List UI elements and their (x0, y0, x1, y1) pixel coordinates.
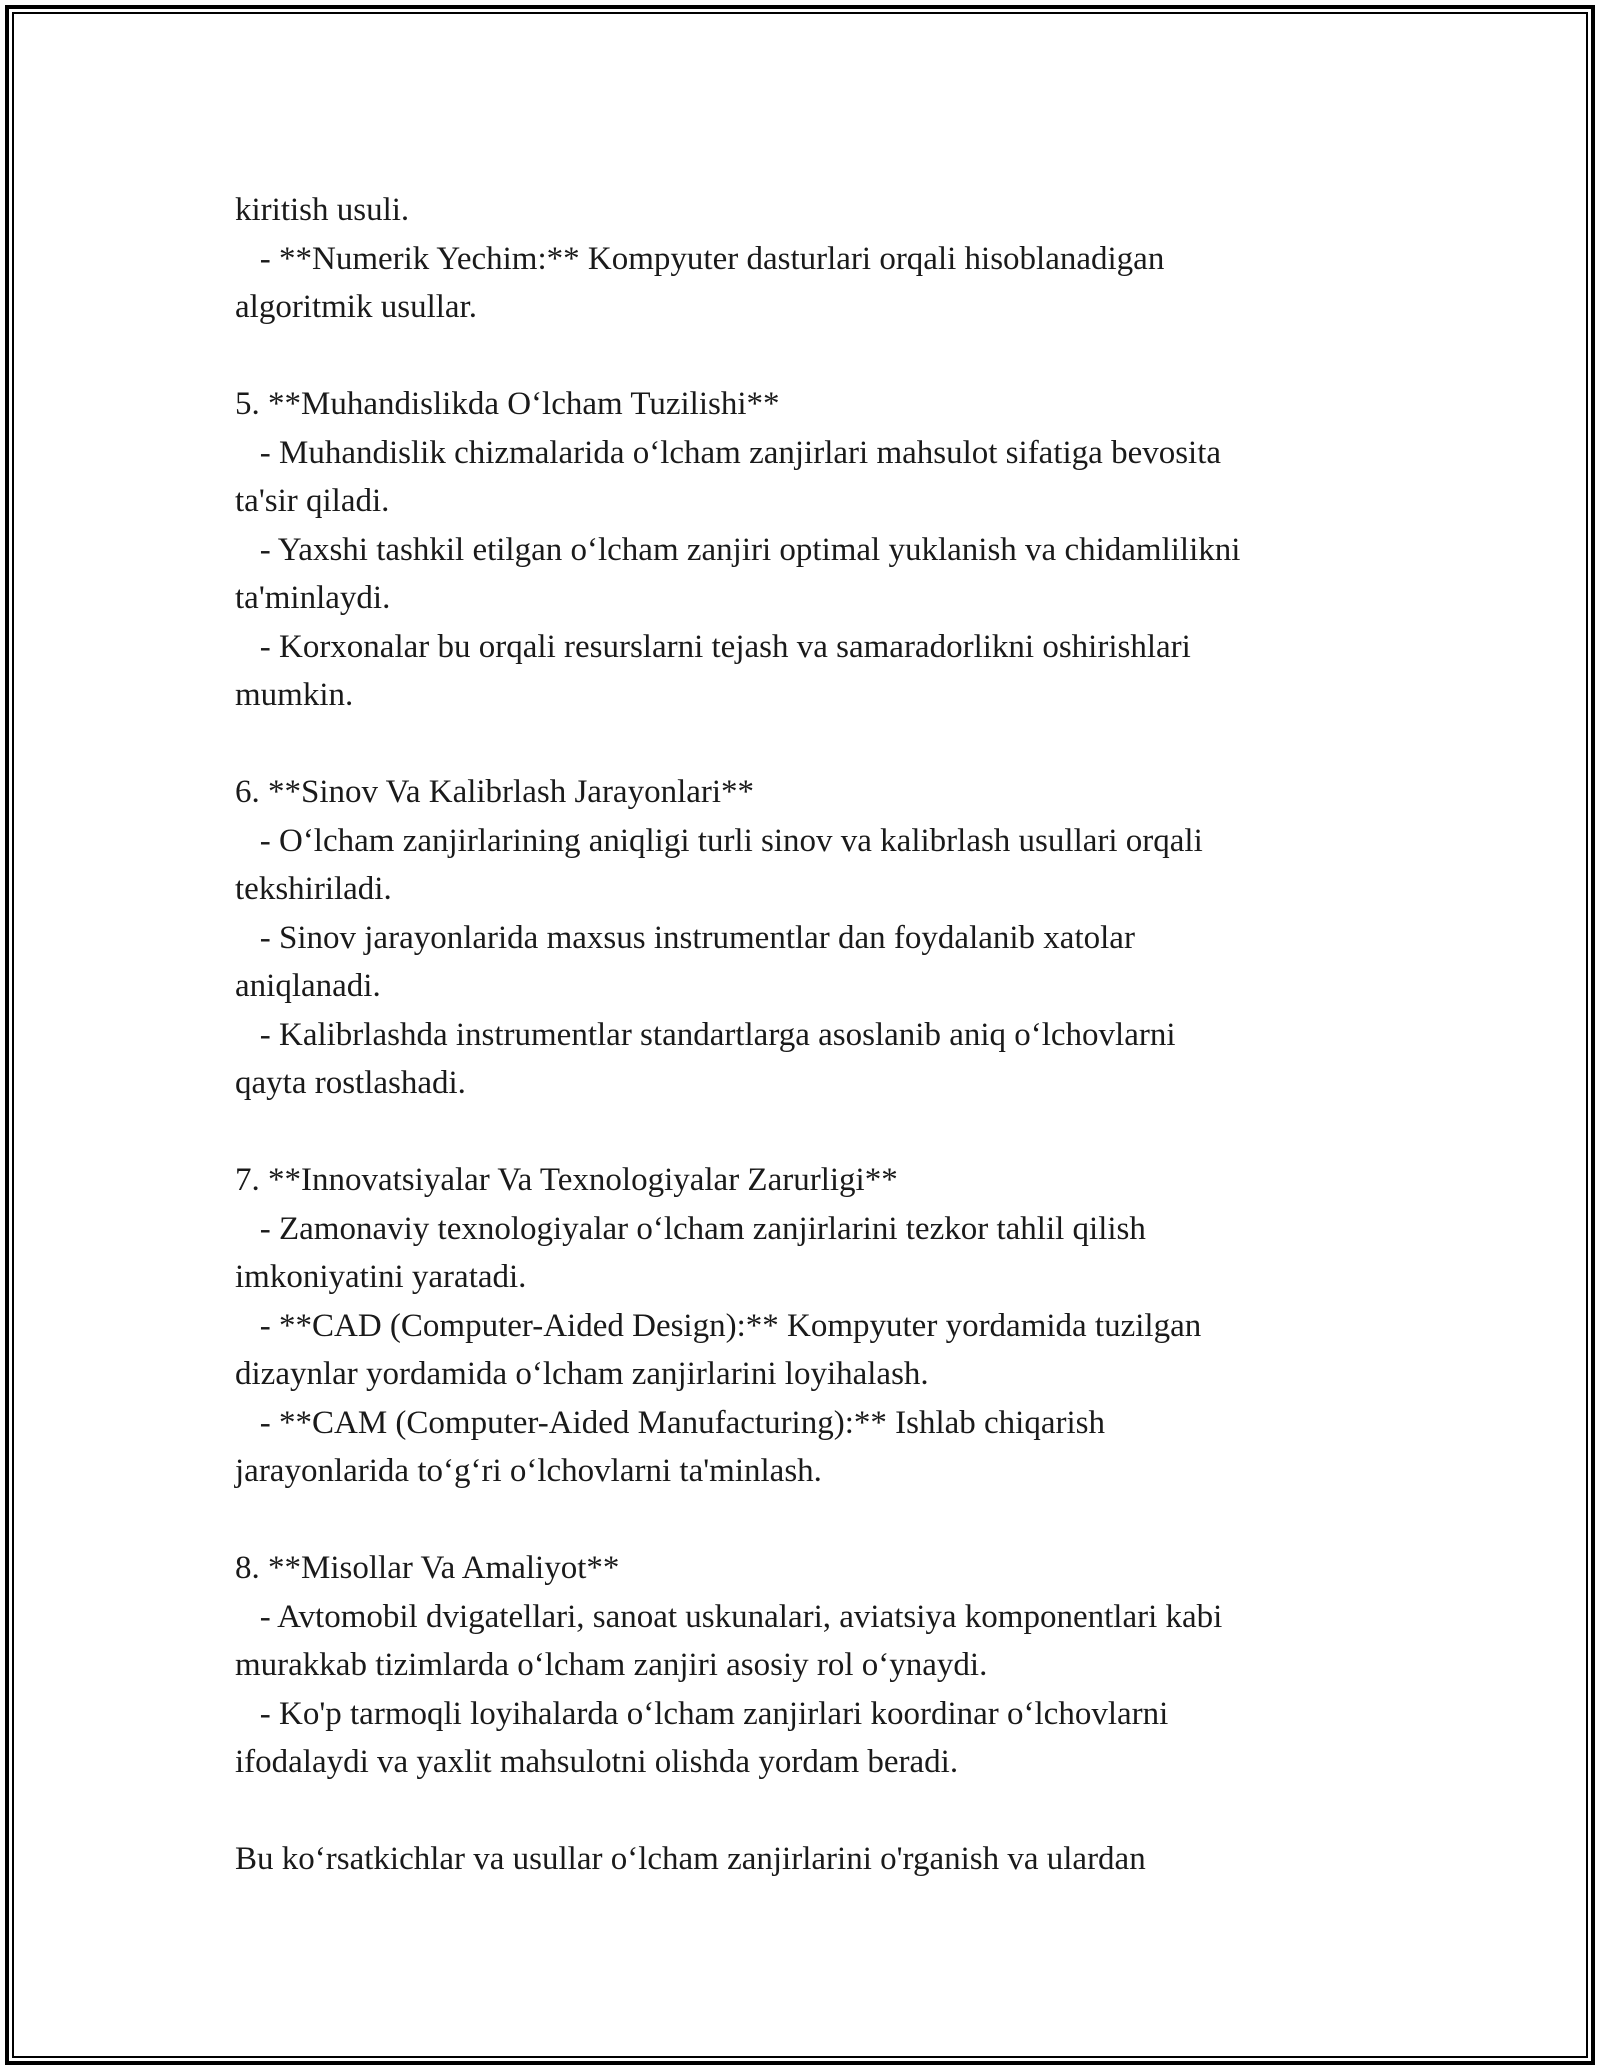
section-heading-8: 8. **Misollar Va Amaliyot** (235, 1550, 620, 1586)
text-line: - **Numerik Yechim:** Kompyuter dasturlari orqali hisoblanadigan (235, 240, 1165, 277)
text-line: murakkab tizimlarda o‘lcham zanjiri asosiy rol o‘ynaydi. (235, 1647, 988, 1683)
text-line: - Muhandislik chizmalarida o‘lcham zanjirlari mahsulot sifatiga bevosita (235, 434, 1222, 471)
text-line: imkoniyatini yaratadi. (235, 1259, 527, 1295)
blank-line (235, 1787, 1415, 1836)
text-line: tekshiriladi. (235, 871, 392, 907)
text-line: - Kalibrlashda instrumentlar standartlarga asoslanib aniq o‘lchovlarni (235, 1016, 1176, 1053)
text-line: ta'minlaydi. (235, 580, 391, 616)
blank-line (235, 332, 1415, 381)
text-line: - O‘lcham zanjirlarining aniqligi turli sinov va kalibrlash usullari orqali (235, 822, 1203, 859)
text-line: - Zamonaviy texnologiyalar o‘lcham zanjirlarini tezkor tahlil qilish (235, 1210, 1146, 1247)
text-line: dizaynlar yordamida o‘lcham zanjirlarini loyihalash. (235, 1356, 929, 1392)
blank-line (235, 1108, 1415, 1157)
blank-line (235, 720, 1415, 769)
section-heading-7: 7. **Innovatsiyalar Va Texnologiyalar Zarurligi** (235, 1162, 898, 1198)
text-line: - **CAD (Computer-Aided Design):** Kompyuter yordamida tuzilgan (235, 1307, 1202, 1344)
text-line: - Korxonalar bu orqali resurslarni tejash va samaradorlikni oshirishlari (235, 628, 1191, 665)
text-line: - Yaxshi tashkil etilgan o‘lcham zanjiri optimal yuklanish va chidamlilikni (235, 531, 1241, 568)
blank-line (235, 1496, 1415, 1545)
text-line: - **CAM (Computer-Aided Manufacturing):** Ishlab chiqarish (235, 1404, 1105, 1441)
text-line: - Sinov jarayonlarida maxsus instrumentlar dan foydalanib xatolar (235, 919, 1135, 956)
closing-paragraph-line: Bu ko‘rsatkichlar va usullar o‘lcham zanjirlarini o'rganish va ulardan (235, 1841, 1146, 1877)
text-line: aniqlanadi. (235, 968, 381, 1004)
text-line: ta'sir qiladi. (235, 483, 390, 519)
section-heading-5: 5. **Muhandislikda O‘lcham Tuzilishi** (235, 386, 780, 422)
text-line: qayta rostlashadi. (235, 1065, 466, 1101)
document-body (235, 186, 1415, 1884)
section-heading-6: 6. **Sinov Va Kalibrlash Jarayonlari** (235, 774, 755, 810)
text-line: kiritish usuli. (235, 192, 410, 228)
text-line: mumkin. (235, 677, 354, 713)
text-line: jarayonlarida to‘g‘ri o‘lchovlarni ta'minlash. (235, 1453, 822, 1489)
text-line: - Ko'p tarmoqli loyihalarda o‘lcham zanjirlari koordinar o‘lchovlarni (235, 1695, 1169, 1732)
text-line: - Avtomobil dvigatellari, sanoat uskunalari, aviatsiya komponentlari kabi (235, 1598, 1223, 1635)
text-line: ifodalaydi va yaxlit mahsulotni olishda yordam beradi. (235, 1744, 959, 1780)
text-line: algoritmik usullar. (235, 289, 477, 325)
